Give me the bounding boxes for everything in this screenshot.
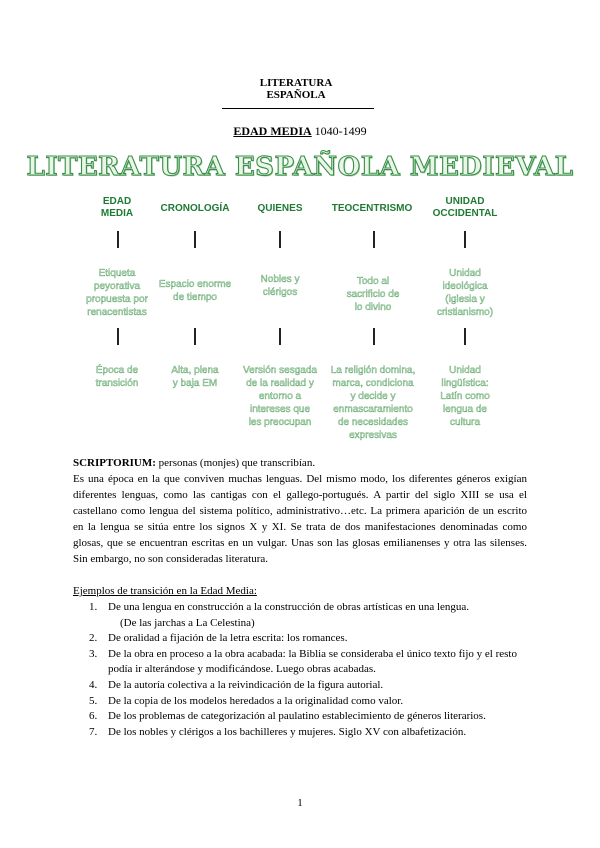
title-line-2: ESPAÑOLA [266, 89, 326, 101]
connector [279, 328, 281, 345]
period-line [0, 124, 600, 139]
connector [117, 328, 119, 345]
connector [279, 231, 281, 248]
connector [464, 231, 466, 248]
scriptorium-body: Es una época en la que conviven muchas lenguas. Del mismo modo, los diferentes géneros exigían diferentes lenguas, como las cantigas con el gallego-portugués. A partir del siglo XIII se usa el castellano como lengua del sistema político, administrativo…etc. La primera aparición de un escrito en la lengua se sitúa entre los signos X y XI. Se trata de dos manifestaciones denominadas como glosas, que se encuentran escritas en un vulgar. Unas son las glosas emilianenses y otra las silenses. Sin embargo, no son consideradas literatura. [73, 473, 527, 565]
connector [117, 231, 119, 248]
connector [373, 328, 375, 345]
list-item-subnote: (De las jarchas a La Celestina) [120, 616, 255, 629]
col-header-teocentrismo: TEOCENTRISMO [331, 203, 413, 214]
diagram-heading: LITERATURA ESPAÑOLA MEDIEVAL [26, 152, 574, 182]
list-item: 6. De los problemas de categorización al paulatino establecimiento de géneros literarios. [89, 710, 486, 723]
col-header-quienes: QUIENES [257, 203, 303, 214]
examples-list [73, 600, 533, 740]
period-label: EDAD MEDIA [233, 124, 312, 138]
page-number: 1 [297, 797, 303, 809]
list-item: 3. De la obra en proceso a la obra acabada: la Biblia se consideraba el único texto fijo y el resto podía ir alterándose y modificándose. Luego obras acabadas. [89, 647, 517, 676]
col-header-edad-media: EDAD MEDIA [100, 196, 134, 219]
list-item: 7. De los nobles y clérigos a los bachilleres y mujeres. Siglo XV con albafetización. [89, 725, 467, 738]
scriptorium-definition: personas (monjes) que transcribían. [155, 457, 316, 469]
list-item: 2. De oralidad a fijación de la letra escrita: los romances. [89, 632, 348, 645]
list-item: 1. De una lengua en construcción a la construcción de obras artísticas en una lengua. (De las jarchas a La Celestina) [73, 600, 533, 631]
col-teocentrismo-row1: Todo al sacrificio de lo divino [346, 276, 400, 313]
col-quienes-row1: Nobles y clérigos [260, 274, 300, 298]
list-item: 4. De la autoría colectiva a la reivindicación de la figura autorial. [89, 678, 384, 691]
examples-title: Ejemplos de transición en la Edad Media: [73, 585, 257, 597]
title-divider [222, 108, 374, 109]
scriptorium-label: SCRIPTORIUM: [73, 457, 156, 469]
col-edad-media-row1: Etiqueta peyorativa propuesta por renacentistas [86, 268, 148, 318]
col-cronologia-row1: Espacio enorme de tiempo [158, 279, 232, 303]
connector [194, 328, 196, 345]
list-item: 5. De la copia de los modelos heredados a la originalidad como valor. [89, 694, 404, 707]
connector [373, 231, 375, 248]
col-cronologia-row2: Alta, plena y baja EM [171, 365, 219, 389]
connector [464, 328, 466, 345]
col-quienes-row2: Versión sesgada de la realidad y entorno a intereses que les preocupan [243, 365, 317, 428]
scriptorium-definition-line [73, 455, 527, 471]
title-line-1: LITERATURA [259, 77, 333, 89]
period-years: 1040-1499 [314, 124, 367, 138]
col-unidad-occidental-row2: Unidad lingüística: Latín como lengua de cultura [440, 365, 490, 428]
document-title [220, 77, 372, 101]
scriptorium-paragraph [73, 455, 527, 567]
col-header-cronologia: CRONOLOGÍA [160, 203, 230, 214]
col-header-unidad-occidental: UNIDAD OCCIDENTAL [432, 196, 498, 219]
col-unidad-occidental-row1: Unidad ideológica (iglesia y cristianismo) [436, 268, 494, 318]
col-edad-media-row2: Época de transición [95, 365, 139, 389]
col-teocentrismo-row2: La religión domina, marca, condiciona y decide y enmascaramiento de necesidades expresivas [330, 365, 416, 441]
connector [194, 231, 196, 248]
